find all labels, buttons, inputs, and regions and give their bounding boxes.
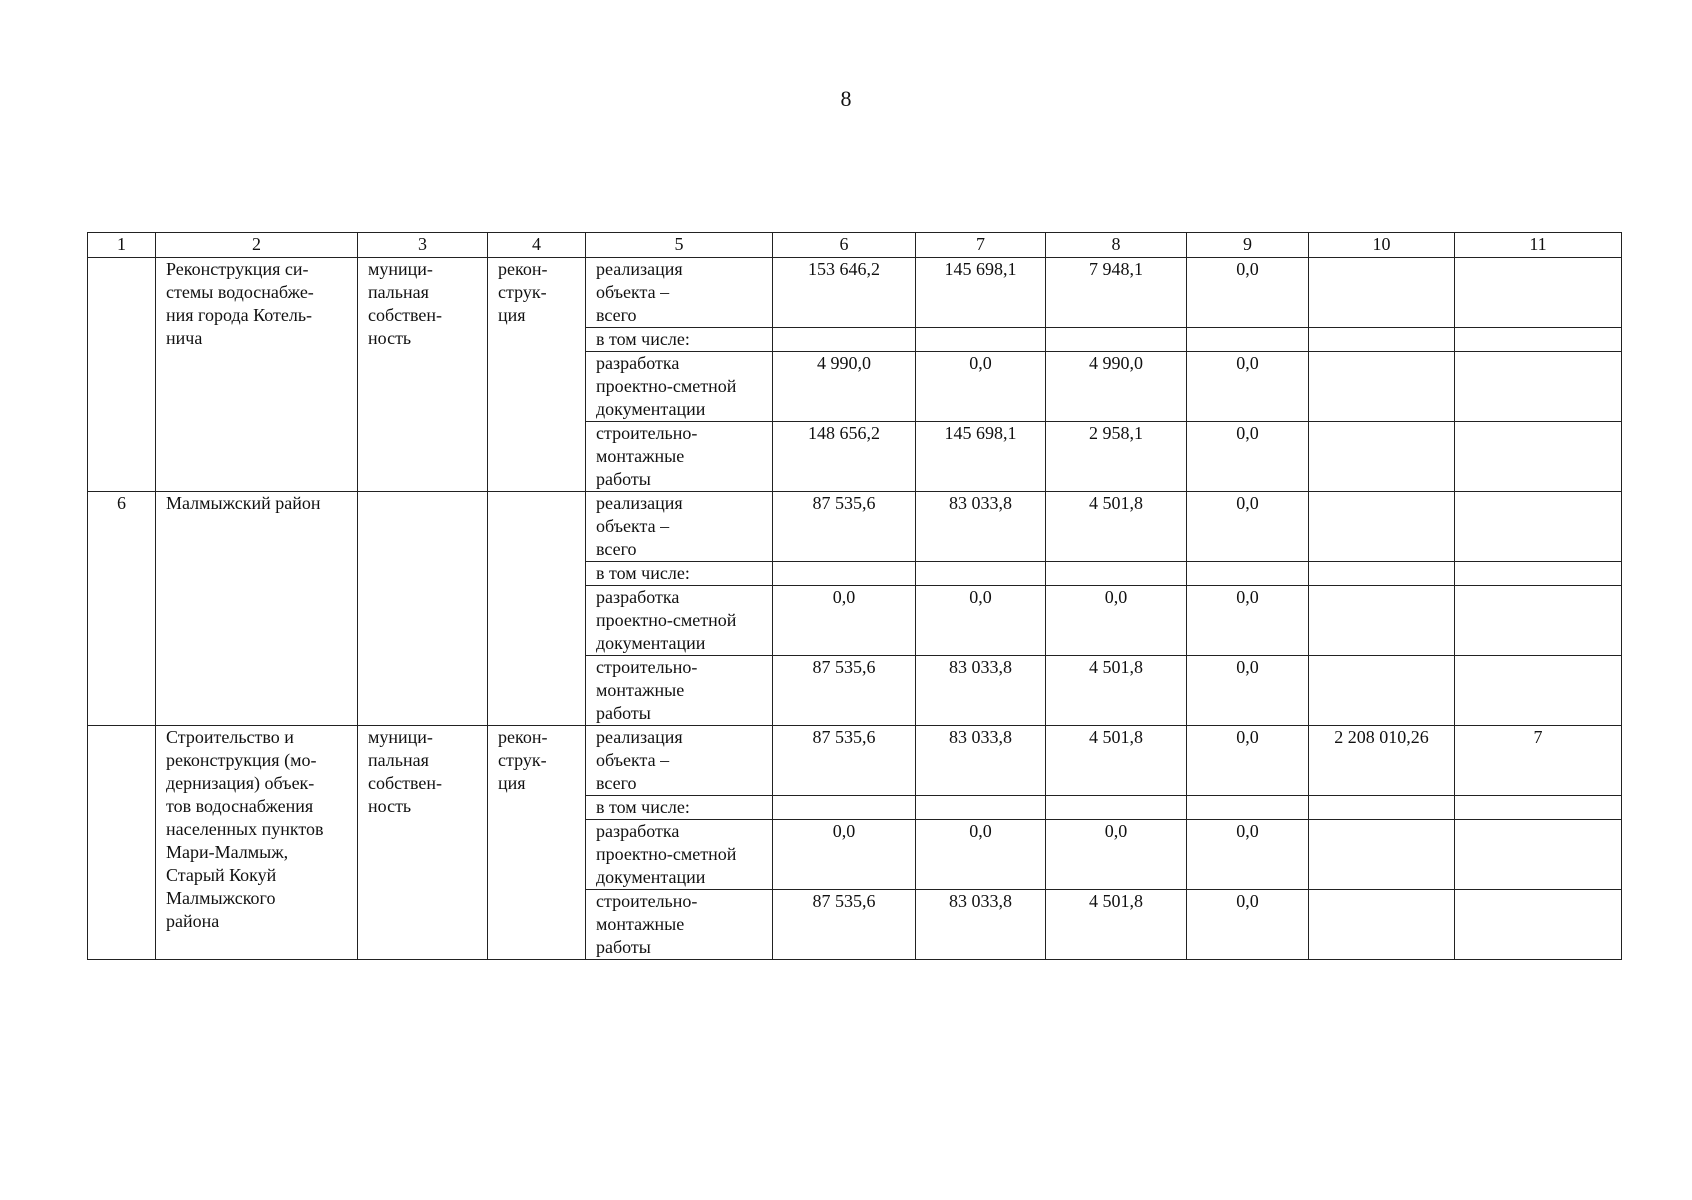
work-type-cell: рекон- струк- ция: [488, 258, 586, 492]
column-11-value: [1455, 586, 1622, 656]
total-cost-cell: 87 535,6: [773, 656, 916, 726]
column-10-value: [1309, 328, 1455, 352]
column-11-value: [1455, 328, 1622, 352]
total-cost-cell: 0,0: [773, 820, 916, 890]
total-cost-cell: 87 535,6: [773, 492, 916, 562]
ownership-cell: [358, 492, 488, 726]
column-11-value: [1455, 352, 1622, 422]
column-11-value: [1455, 796, 1622, 820]
work-type-cell: [488, 492, 586, 726]
column-10-value: [1309, 656, 1455, 726]
column-9-value: [1187, 562, 1309, 586]
column-7-value: 0,0: [916, 820, 1046, 890]
column-8-value: 0,0: [1046, 586, 1187, 656]
column-8-value: 4 501,8: [1046, 492, 1187, 562]
table-row: [88, 492, 1622, 562]
column-9-value: 0,0: [1187, 258, 1309, 328]
column-header: 4: [488, 233, 586, 258]
ownership-cell: муници- пальная собствен- ность: [358, 258, 488, 492]
column-header: 5: [586, 233, 773, 258]
object-name-cell: Реконструкция си- стемы водоснабже- ния города Котель- нича: [156, 258, 358, 492]
column-8-value: 7 948,1: [1046, 258, 1187, 328]
column-10-value: [1309, 890, 1455, 960]
column-9-value: 0,0: [1187, 586, 1309, 656]
cost-item-label: строительно- монтажные работы: [586, 422, 773, 492]
column-header: 10: [1309, 233, 1455, 258]
column-header: 11: [1455, 233, 1622, 258]
column-7-value: 145 698,1: [916, 258, 1046, 328]
table-row: [88, 258, 1622, 328]
header-row: [88, 233, 1622, 258]
column-7-value: 83 033,8: [916, 726, 1046, 796]
column-header: 6: [773, 233, 916, 258]
column-header: 9: [1187, 233, 1309, 258]
column-9-value: 0,0: [1187, 726, 1309, 796]
column-7-value: 83 033,8: [916, 656, 1046, 726]
column-9-value: 0,0: [1187, 890, 1309, 960]
column-9-value: 0,0: [1187, 492, 1309, 562]
column-header: 3: [358, 233, 488, 258]
column-8-value: 4 501,8: [1046, 726, 1187, 796]
column-10-value: [1309, 422, 1455, 492]
cost-item-label: разработка проектно-сметной документации: [586, 586, 773, 656]
total-cost-cell: [773, 796, 916, 820]
row-number-cell: [88, 258, 156, 492]
row-number-cell: 6: [88, 492, 156, 726]
column-9-value: [1187, 328, 1309, 352]
cost-item-label: в том числе:: [586, 562, 773, 586]
column-7-value: [916, 562, 1046, 586]
cost-item-label: реализация объекта – всего: [586, 258, 773, 328]
column-8-value: 4 501,8: [1046, 890, 1187, 960]
ownership-cell: муници- пальная собствен- ность: [358, 726, 488, 960]
cost-item-label: строительно- монтажные работы: [586, 890, 773, 960]
column-10-value: [1309, 796, 1455, 820]
column-11-value: [1455, 492, 1622, 562]
column-10-value: 2 208 010,26: [1309, 726, 1455, 796]
column-9-value: 0,0: [1187, 352, 1309, 422]
total-cost-cell: 148 656,2: [773, 422, 916, 492]
total-cost-cell: 4 990,0: [773, 352, 916, 422]
total-cost-cell: 87 535,6: [773, 726, 916, 796]
column-11-value: 7: [1455, 726, 1622, 796]
column-11-value: [1455, 422, 1622, 492]
table-body: [88, 233, 1622, 960]
column-11-value: [1455, 562, 1622, 586]
column-8-value: 4 990,0: [1046, 352, 1187, 422]
column-11-value: [1455, 258, 1622, 328]
total-cost-cell: 87 535,6: [773, 890, 916, 960]
column-9-value: 0,0: [1187, 422, 1309, 492]
column-header: 1: [88, 233, 156, 258]
total-cost-cell: [773, 328, 916, 352]
cost-item-label: разработка проектно-сметной документации: [586, 352, 773, 422]
column-8-value: [1046, 796, 1187, 820]
column-10-value: [1309, 258, 1455, 328]
cost-item-label: разработка проектно-сметной документации: [586, 820, 773, 890]
column-7-value: 0,0: [916, 586, 1046, 656]
column-9-value: 0,0: [1187, 820, 1309, 890]
column-7-value: 0,0: [916, 352, 1046, 422]
column-7-value: 83 033,8: [916, 492, 1046, 562]
total-cost-cell: 0,0: [773, 586, 916, 656]
cost-item-label: реализация объекта – всего: [586, 492, 773, 562]
column-10-value: [1309, 352, 1455, 422]
column-11-value: [1455, 656, 1622, 726]
object-name-cell: Строительство и реконструкция (мо- дернизация) объек- тов водоснабжения населенных пунктов Мари-Малмыж, Старый Кокуй Малмыжского района: [156, 726, 358, 960]
column-11-value: [1455, 890, 1622, 960]
total-cost-cell: [773, 562, 916, 586]
column-header: 7: [916, 233, 1046, 258]
column-header: 2: [156, 233, 358, 258]
cost-item-label: реализация объекта – всего: [586, 726, 773, 796]
column-11-value: [1455, 820, 1622, 890]
row-number-cell: [88, 726, 156, 960]
column-9-value: [1187, 796, 1309, 820]
column-9-value: 0,0: [1187, 656, 1309, 726]
page-number: 8: [840, 86, 852, 111]
investment-table: [87, 232, 1622, 960]
cost-item-label: в том числе:: [586, 328, 773, 352]
column-10-value: [1309, 586, 1455, 656]
column-7-value: [916, 796, 1046, 820]
column-8-value: [1046, 328, 1187, 352]
column-10-value: [1309, 562, 1455, 586]
work-type-cell: рекон- струк- ция: [488, 726, 586, 960]
column-8-value: 0,0: [1046, 820, 1187, 890]
column-8-value: [1046, 562, 1187, 586]
column-8-value: 4 501,8: [1046, 656, 1187, 726]
column-7-value: 83 033,8: [916, 890, 1046, 960]
column-7-value: [916, 328, 1046, 352]
cost-item-label: в том числе:: [586, 796, 773, 820]
column-header: 8: [1046, 233, 1187, 258]
object-name-cell: Малмыжский район: [156, 492, 358, 726]
table-row: [88, 726, 1622, 796]
cost-item-label: строительно- монтажные работы: [586, 656, 773, 726]
column-10-value: [1309, 820, 1455, 890]
column-7-value: 145 698,1: [916, 422, 1046, 492]
total-cost-cell: 153 646,2: [773, 258, 916, 328]
column-10-value: [1309, 492, 1455, 562]
column-8-value: 2 958,1: [1046, 422, 1187, 492]
